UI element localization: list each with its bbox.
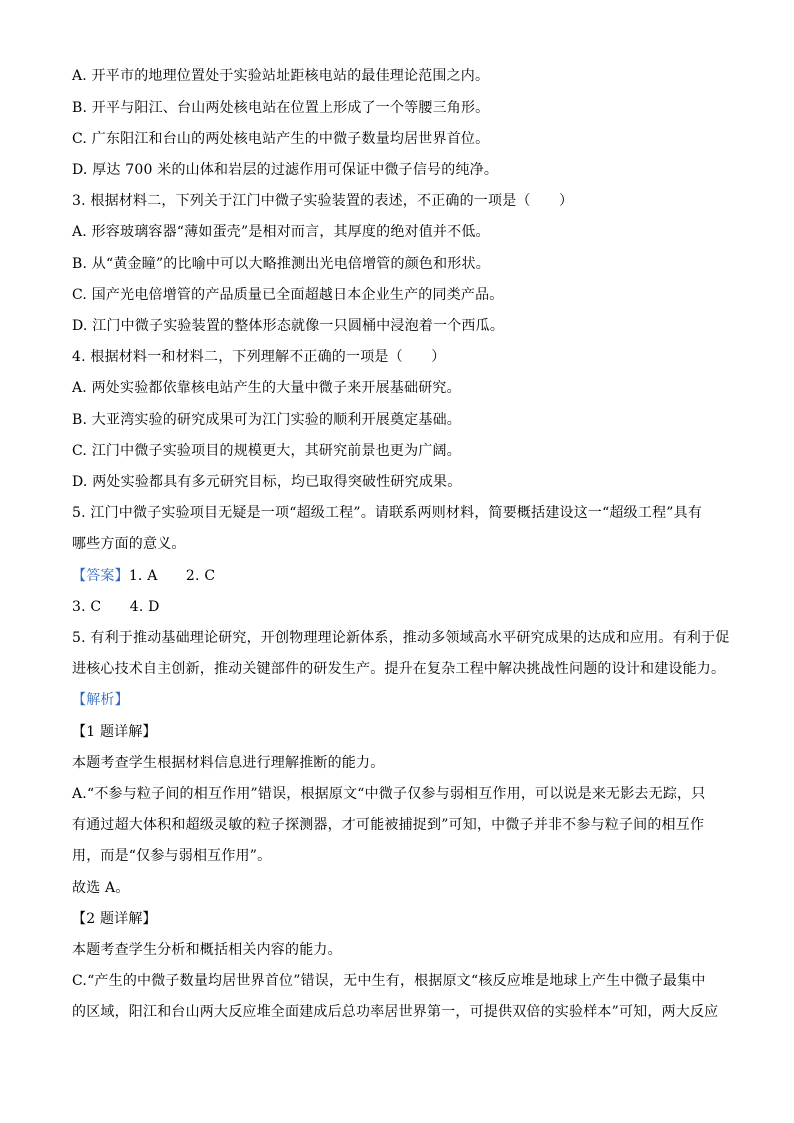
option-4b: B. 大亚湾实验的研究成果可为江门实验的顺利开展奠定基础。 bbox=[72, 412, 461, 428]
option-3a: A. 形容玻璃容器“薄如蛋壳”是相对而言，其厚度的绝对值并不低。 bbox=[72, 224, 490, 240]
answer-line-1: 【答案】1. A 2. C bbox=[72, 568, 216, 584]
question-5-cont: 哪些方面的意义。 bbox=[72, 536, 186, 552]
option-4d: D. 两处实验都具有多元研究目标，均已取得突破性研究成果。 bbox=[72, 474, 462, 490]
answer-5-cont: 进核心技术自主创新，推动关键部件的研发生产。提升在复杂工程中解决挑战性问题的设计和建设能力。 bbox=[72, 661, 726, 677]
detail-2-text: 的区域，阳江和台山两大反应堆全面建成后总功率居世界第一，可提供双倍的实验样本”可知，两大反应 bbox=[72, 1004, 719, 1020]
detail-1-text: 有通过超大体积和超级灵敏的粒子探测器，才可能被捕捉到”可知，中微子并非不参与粒子间的相互作 bbox=[72, 817, 705, 833]
detail-2-heading: 【2 题详解】 bbox=[72, 911, 157, 927]
option-4c: C. 江门中微子实验项目的规模更大，其研究前景也更为广阔。 bbox=[72, 443, 461, 459]
detail-1-intro: 本题考查学生根据材料信息进行理解推断的能力。 bbox=[72, 755, 385, 771]
question-3: 3. 根据材料二，下列关于江门中微子实验装置的表述，不正确的一项是（ ） bbox=[72, 193, 574, 209]
detail-2-intro: 本题考查学生分析和概括相关内容的能力。 bbox=[72, 942, 342, 958]
option-1b: B. 开平与阳江、台山两处核电站在位置上形成了一个等腰三角形。 bbox=[72, 100, 490, 116]
detail-1-text: A.“不参与粒子间的相互作用”错误，根据原文“中微子仅参与弱相互作用，可以说是来无影去无踪，只 bbox=[72, 786, 706, 802]
detail-1-heading: 【1 题详解】 bbox=[72, 724, 157, 740]
option-1a: A. 开平市的地理位置处于实验站址距核电站的最佳理论范围之内。 bbox=[72, 68, 490, 84]
analysis-label: 【解析】 bbox=[72, 692, 129, 708]
detail-1-text: 用，而是“仅参与弱相互作用”。 bbox=[72, 848, 272, 864]
analysis-heading bbox=[72, 690, 732, 710]
answer-5: 5. 有利于推动基础理论研究，开创物理理论新体系，推动多领域高水平研究成果的达成和应用。有利于促 bbox=[72, 630, 730, 646]
option-3d: D. 江门中微子实验装置的整体形态就像一只圆桶中浸泡着一个西瓜。 bbox=[72, 318, 505, 334]
option-1d: D. 厚达 700 米的山体和岩层的过滤作用可保证中微子信号的纯净。 bbox=[72, 162, 499, 178]
option-3c: C. 国产光电倍增管的产品质量已全面超越日本企业生产的同类产品。 bbox=[72, 287, 504, 303]
question-4: 4. 根据材料一和材料二，下列理解不正确的一项是（ ） bbox=[72, 349, 446, 365]
option-4a: A. 两处实验都依靠核电站产生的大量中微子来开展基础研究。 bbox=[72, 380, 461, 396]
answer-label: 【答案】 bbox=[72, 568, 129, 584]
option-3b: B. 从“黄金瞳”的比喻中可以大略推测出光电倍增管的颜色和形状。 bbox=[72, 256, 490, 272]
detail-1-conclusion: 故选 A。 bbox=[72, 880, 130, 896]
detail-2-text: C.“产生的中微子数量均居世界首位”错误，无中生有，根据原文“核反应堆是地球上产生中微子最集中 bbox=[72, 973, 706, 989]
answer-line-2: 3. C 4. D bbox=[72, 599, 160, 615]
option-1c: C. 广东阳江和台山的两处核电站产生的中微子数量均居世界首位。 bbox=[72, 131, 490, 147]
question-5: 5. 江门中微子实验项目无疑是一项“超级工程”。请联系两则材料，简要概括建设这一“超级工程”具有 bbox=[72, 505, 703, 521]
